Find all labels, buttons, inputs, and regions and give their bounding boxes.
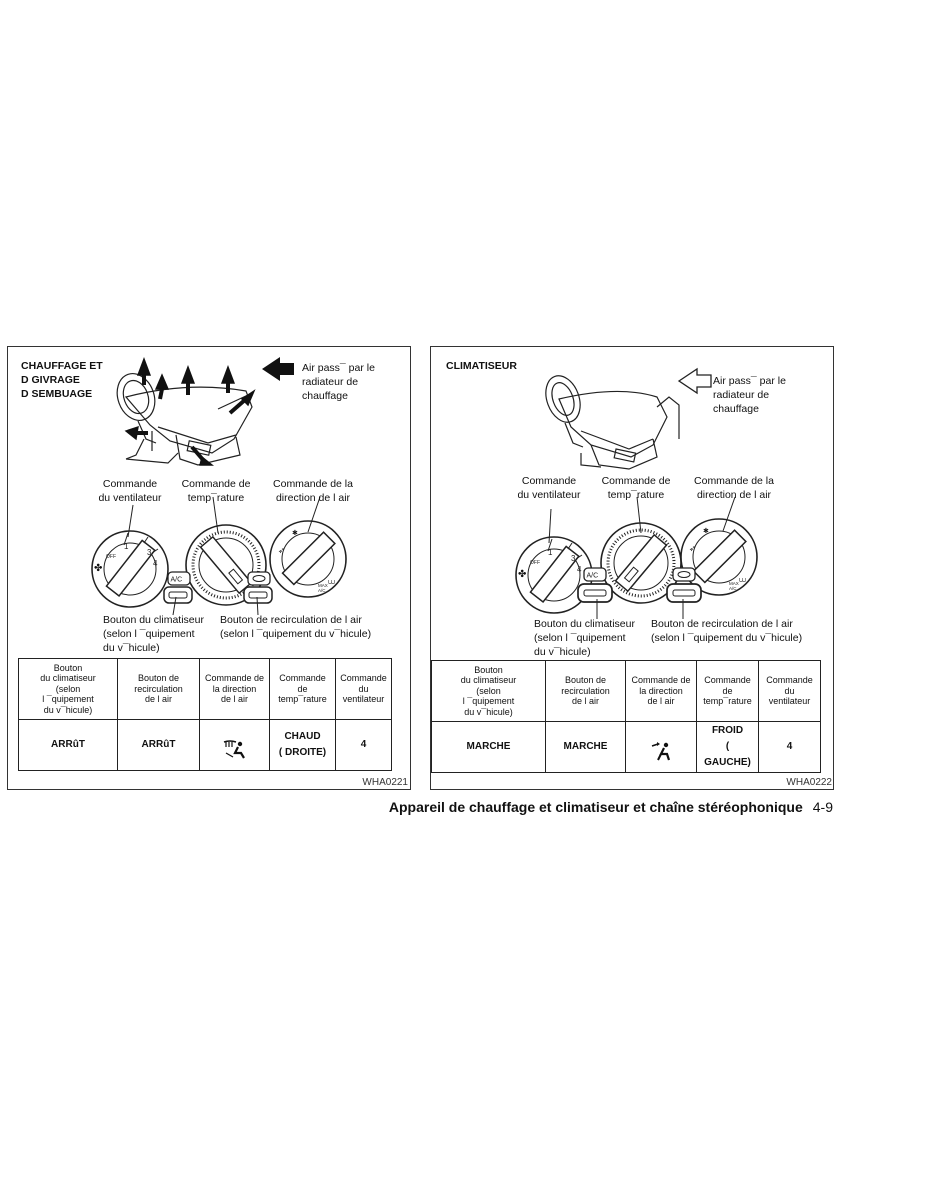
air-direction-control-label: Commande de la direction de l air xyxy=(273,478,353,504)
fan-icon: ✤ xyxy=(94,563,103,574)
air-arrow-icon xyxy=(182,367,194,383)
fan-label-off: OFF xyxy=(530,560,540,566)
fan-dial xyxy=(92,531,168,607)
figure-code: WHA0222 xyxy=(786,777,832,788)
airflow-note: Air pass¯ par le radiateur de chauffage xyxy=(713,375,786,415)
ac-button-value: ARRûT xyxy=(19,720,118,771)
vent-icon: ➶ xyxy=(278,546,285,555)
header-air-direction: Commande de la direction de l air xyxy=(626,661,697,722)
air-arrow-icon xyxy=(156,375,168,389)
recirculation-button xyxy=(244,572,272,603)
header-recirc-button: Bouton de recirculation de l air xyxy=(546,661,626,722)
fan-label-3: 3 xyxy=(147,548,152,557)
defrost-floor-icon xyxy=(222,739,248,761)
defrost-icon: ⩊ xyxy=(739,577,747,584)
temperature-control-label: Commande de temp¯rature xyxy=(181,478,251,504)
header-fan: Commande du ventilateur xyxy=(759,661,821,722)
air-direction-control-label: Commande de la direction de l air xyxy=(694,475,774,501)
table-header-row xyxy=(19,659,392,720)
fan-label-4: 4 xyxy=(153,559,158,568)
vent-icon: ➶ xyxy=(689,544,696,553)
max-ac-label: MAX A/C xyxy=(729,581,739,591)
table-row xyxy=(432,722,821,773)
panel-title: CHAUFFAGE ET D GIVRAGE D SEMBUAGE xyxy=(21,360,103,400)
panel-title: CLIMATISEUR xyxy=(446,360,517,372)
ac-button-text: A/C xyxy=(586,572,599,580)
header-air-direction: Commande de la direction de l air xyxy=(200,659,270,720)
legend-arrow-icon xyxy=(262,357,294,381)
header-ac-button: Bouton du climatiseur (selon l ¯quipement du v¯hicule) xyxy=(432,661,546,722)
temperature-value: CHAUD ( DROITE) xyxy=(270,720,336,771)
header-fan: Commande du ventilateur xyxy=(336,659,392,720)
header-recirc-button: Bouton de recirculation de l air xyxy=(118,659,200,720)
fan-label-4: 4 xyxy=(577,565,582,574)
temperature-control-label: Commande de temp¯rature xyxy=(601,475,671,501)
air-direction-value xyxy=(200,720,270,771)
legend-arrow-icon xyxy=(679,369,711,393)
fan-value: 4 xyxy=(336,720,392,771)
air-arrow-icon xyxy=(222,367,234,383)
table-header-row xyxy=(432,661,821,722)
settings-table xyxy=(18,658,392,771)
ac-button xyxy=(164,572,192,603)
header-ac-button: Bouton du climatiseur (selon l ¯quipement du v¯hicule) xyxy=(19,659,118,720)
ac-button-label: Bouton du climatiseur (selon l ¯quipement du v¯hicule) xyxy=(534,618,635,658)
air-direction-dial xyxy=(270,521,346,597)
ac-button-value: MARCHE xyxy=(432,722,546,773)
fan-control-label: Commande du ventilateur xyxy=(517,475,581,501)
fan-control-label: Commande du ventilateur xyxy=(98,478,162,504)
recirculation-button-label: Bouton de recirculation de l air (selon l ¯quipement du v¯hicule) xyxy=(220,614,372,640)
settings-table xyxy=(431,660,821,773)
air-conditioner-panel xyxy=(430,346,834,790)
fan-label-3: 3 xyxy=(571,554,576,563)
recirculation-button-label: Bouton de recirculation de l air (selon l ¯quipement du v¯hicule) xyxy=(651,618,803,644)
figure-code: WHA0221 xyxy=(362,777,408,788)
air-arrow-icon xyxy=(138,359,150,375)
header-temperature: Commande de temp¯rature xyxy=(697,661,759,722)
recirc-button-value: MARCHE xyxy=(546,722,626,773)
page-footer xyxy=(389,799,833,815)
bilevel-icon: ✱ xyxy=(292,530,298,537)
defrost-icon: ⩊ xyxy=(328,579,336,586)
max-ac-label: MAX A/C xyxy=(318,583,328,593)
table-row xyxy=(19,720,392,771)
heater-defrost-panel xyxy=(7,346,411,790)
header-temperature: Commande de temp¯rature xyxy=(270,659,336,720)
fan-value: 4 xyxy=(759,722,821,773)
temperature-value: FROID ( GAUCHE) xyxy=(697,722,759,773)
fan-label-1: 1 xyxy=(548,548,553,557)
recirc-button-value: ARRûT xyxy=(118,720,200,771)
vent-face-icon xyxy=(648,741,674,763)
ac-button-text: A/C xyxy=(170,576,183,584)
air-direction-value xyxy=(626,722,697,773)
section-title: Appareil de chauffage et climatiseur et chaîne stéréophonique xyxy=(388,799,803,815)
bilevel-icon: ✱ xyxy=(703,528,709,535)
ac-button-label: Bouton du climatiseur (selon l ¯quipement du v¯hicule) xyxy=(103,614,204,654)
fan-icon: ✤ xyxy=(518,569,527,580)
airflow-note: Air pass¯ par le radiateur de chauffage xyxy=(302,362,375,402)
page-number: 4-9 xyxy=(812,799,833,815)
fan-label-off: OFF xyxy=(106,554,116,560)
fan-label-1: 1 xyxy=(124,542,129,551)
